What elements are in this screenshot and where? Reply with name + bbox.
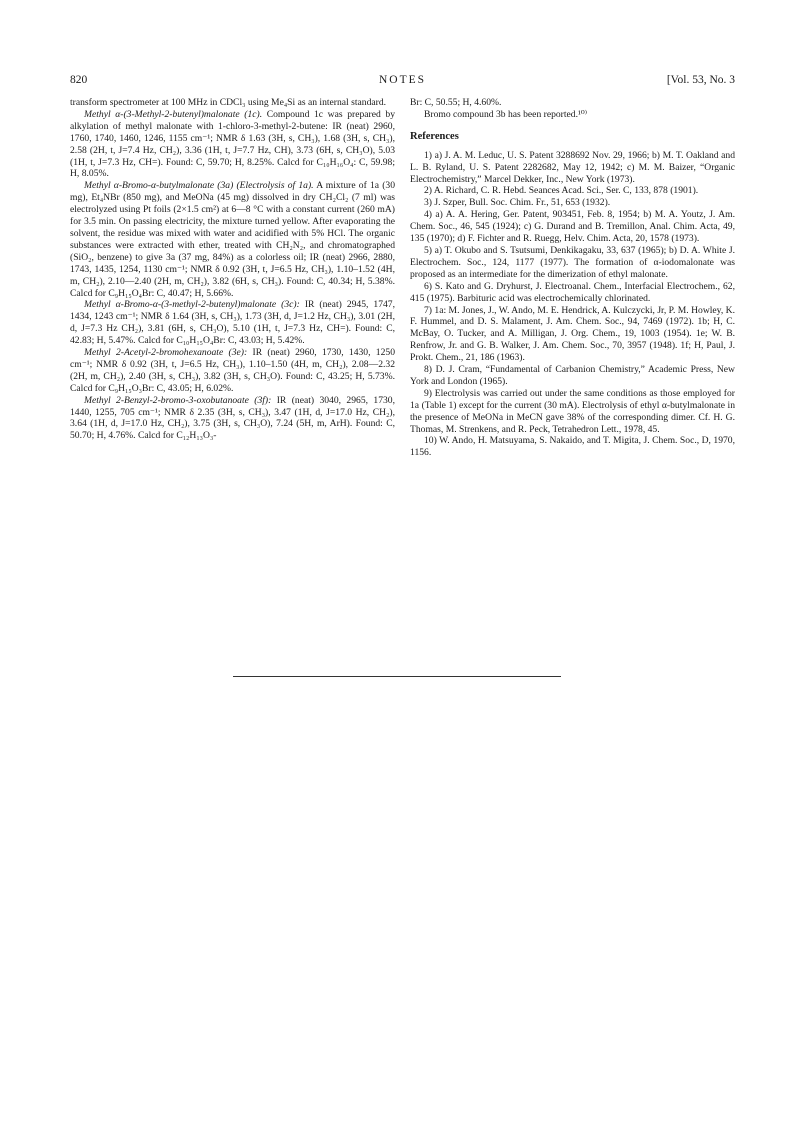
reference-item: 7) 1a: M. Jones, J., W. Ando, M. E. Hendrick, A. Kulczycki, Jr, P. M. Howley, K. F. Hummel, and D. S. Malament, J. Am. Chem. Soc., 94, 7469 (1972). 1b; H, C. McBay, O. Tucker, and A. Milligan, J. Org. Chem., 19, 1003 (1954). 1e; W. B. Renfrow, Jr. and G. B. Walker, J. Am. Chem. Soc., 70, 3957 (1948). 1f; H, Paul, J. Prokt. Chem., 21, 186 (1963). (410, 304, 735, 364)
paragraph-1c (70, 109, 395, 180)
paragraph-text: IR (neat) 2945, 1747, 1434, 1243 cm⁻¹; NMR δ 1.64 (3H, s, CH₃), 1.73 (3H, d, J=1.2 Hz, CH₃), 3.01 (2H, d, J=7.3 Hz CH₂), 3.81 (6H, s, CH₃O), 5.10 (1H, t, J=7.3 Hz, CH=). Found: C, 42.83; H, 5.47%. Calcd for C₁₀H₁₅O₄Br: C, 43.03; H, 5.42%. (70, 299, 395, 347)
volume-label: [Vol. 53, No. 3 (666, 74, 735, 86)
paragraph-text: IR (neat) 2960, 1730, 1430, 1250 cm⁻¹; NMR δ 0.92 (3H, t, J=6.5 Hz, CH₃), 1.10–1.50 (4H, m, CH₂), 2.08—2.32 (2H, m, CH₂), 2.40 (3H, s, CH₃), 3.82 (3H, s, CH₃O). Found: C, 43.25; H, 5.73%. Calcd for C₉H₁₅O₃Br: C, 43.05; H, 6.02%. (70, 347, 395, 394)
page-number: 820 (70, 74, 88, 86)
reference-item: 3) J. Szper, Bull. Soc. Chim. Fr., 51, 653 (1932). (424, 197, 611, 209)
page-header (70, 74, 735, 88)
paragraph-3e (70, 347, 395, 395)
reference-list (410, 150, 735, 460)
paragraph-text: IR (neat) 3040, 2965, 1730, 1440, 1255, 705 cm⁻¹; NMR δ 2.35 (3H, s, CH₃), 3.47 (1H, d, J=17.0 Hz, CH₂), 3.64 (1H, d, J=17.0 Hz, CH₂), 3.75 (3H, s, CH₃O), 7.24 (5H, m, ArH). Found: C, 50.70; H, 4.76%. Calcd for C₁₂H₁₃O₃- (70, 394, 395, 442)
paragraph-3f (70, 395, 395, 443)
reference-item: 2) A. Richard, C. R. Hebd. Seances Acad. Sci., Ser. C, 133, 878 (1901). (424, 185, 699, 197)
running-section-title: NOTES (378, 74, 427, 86)
paragraph-text: Compound 1c was prepared by alkylation of methyl malonate with 1-chloro-3-methyl-2-butene: IR (neat) 2960, 1760, 1740, 1460, 1246, 1155 cm⁻¹; NMR δ 1.63 (3H, s, CH₃), 1.68 (3H, s, CH₃), 2.58 (2H, t, J=7.4 Hz, CH₂), 3.36 (1H, t, J=7.7 Hz, CH), 3.73 (6H, s, CH₃O), 5.03 (1H, t, J=7.3 Hz, CH=). Found: C, 59.70; H, 8.25%. Calcd for C₁₀H₁₆O₄: C, 59.98; H, 8.05%. (70, 108, 395, 180)
compound-title: Methyl 2-Benzyl-2-bromo-3-oxobutanoate (3f): (84, 394, 272, 406)
paragraph-intro: transform spectrometer at 100 MHz in CDCl₃ using Me₄Si as an internal standard. (70, 97, 387, 108)
paragraph-text: A mixture of 1a (30 mg), Et₄NBr (850 mg), and MeONa (45 mg) dissolved in dry CH₂Cl₂ (7 ml) was electrolyzed using Pt foils (2×1.5 cm²) at 6—8 °C with a constant current (260 mA) for 3.5 min. On passing electricity, the mixture turned yellow. After evaporating the solvent, the residue was mixed with water and acidified with 5% HCl. The organic substances were extracted with ether, treated with CH₂N₂, and chromatographed (SiO₂, benzene) to give 3a (37 mg, 84%) as a colorless oil; IR (neat) 2966, 2880, 1743, 1435, 1254, 1130 cm⁻¹; NMR δ 0.92 (3H, t, J=6.5 Hz, CH₃), 1.10–1.52 (4H, m, CH₂), 2.10—2.40 (2H, m, CH₂), 3.82 (6H, s, CH₃). Found: C, 40.34; H, 5.38%. Calcd for C₉H₁₅O₄Br: C, 40.47; H, 5.66%. (70, 180, 395, 299)
paragraph-3c (70, 299, 395, 347)
reference-item: 1) a) J. A. M. Leduc, U. S. Patent 3288692 Nov. 29, 1966; b) M. T. Oakland and L. B. Ryland, U. S. Patent 2282682, May 12, 1942; c) M. M. Baizer, “Organic Electrochemistry,” Marcel Dekker, Inc., New York (1973). (410, 149, 735, 185)
left-column (70, 97, 395, 442)
compound-title: Methyl α-Bromo-α-butylmalonate (3a) (Electrolysis of 1a). (84, 180, 314, 192)
compound-title: Methyl α-Bromo-α-(3-methyl-2-butenyl)malonate (3c): (84, 299, 300, 311)
paragraph-bromo: Bromo compound 3b has been reported.¹⁰⁾ (424, 108, 588, 120)
reference-item: 6) S. Kato and G. Dryhurst, J. Electroanal. Chem., Interfacial Electrochem., 62, 415 (1975). Barbituric acid was electrochemically chlorinated. (410, 280, 735, 304)
reference-item: 9) Electrolysis was carried out under the same conditions as those employed for 1a (Table 1) except for the current (30 mA). Electrolysis of ethyl α-butylmalonate in the presence of MeONa in MeCN gave 38% of the corresponding dimer. Cf. H. G. Thomas, M. Strenkens, and R. Peck, Tetrahedron Lett., 1978, 45. (410, 387, 735, 435)
paragraph-continuation: Br: C, 50.55; H, 4.60%. (410, 97, 502, 108)
reference-item: 5) a) T. Okubo and S. Tsutsumi, Denkikagaku, 33, 637 (1965); b) D. A. White J. Electrochem. Soc., 124, 1177 (1977). The formation of α-iodomalonate was proposed as an intermediate for the dimerization of ethyl malonate. (410, 244, 735, 280)
reference-item: 4) a) A. A. Hering, Ger. Patent, 903451, Feb. 8, 1954; b) M. A. Youtz, J. Am. Chem. Soc., 46, 545 (1924); c) G. Durand and B. Tremillon, Anal. Chim. Acta, 49, 135 (1970); d) F. Fichter and R. Ruegg, Helv. Chim. Acta, 20, 1578 (1973). (410, 209, 735, 245)
references-heading: References (410, 130, 459, 142)
paragraph-3a (70, 180, 395, 299)
compound-title: Methyl α-(3-Methyl-2-butenyl)malonate (1c). (84, 108, 263, 120)
end-rule (233, 676, 561, 677)
compound-title: Methyl 2-Acetyl-2-bromohexanoate (3e): (84, 347, 248, 359)
reference-item: 10) W. Ando, H. Matsuyama, S. Nakaido, and T. Migita, J. Chem. Soc., D, 1970, 1156. (410, 435, 735, 459)
right-column (410, 97, 735, 459)
reference-item: 8) D. J. Cram, “Fundamental of Carbanion Chemistry,” Academic Press, New York and London (1965). (410, 364, 735, 387)
